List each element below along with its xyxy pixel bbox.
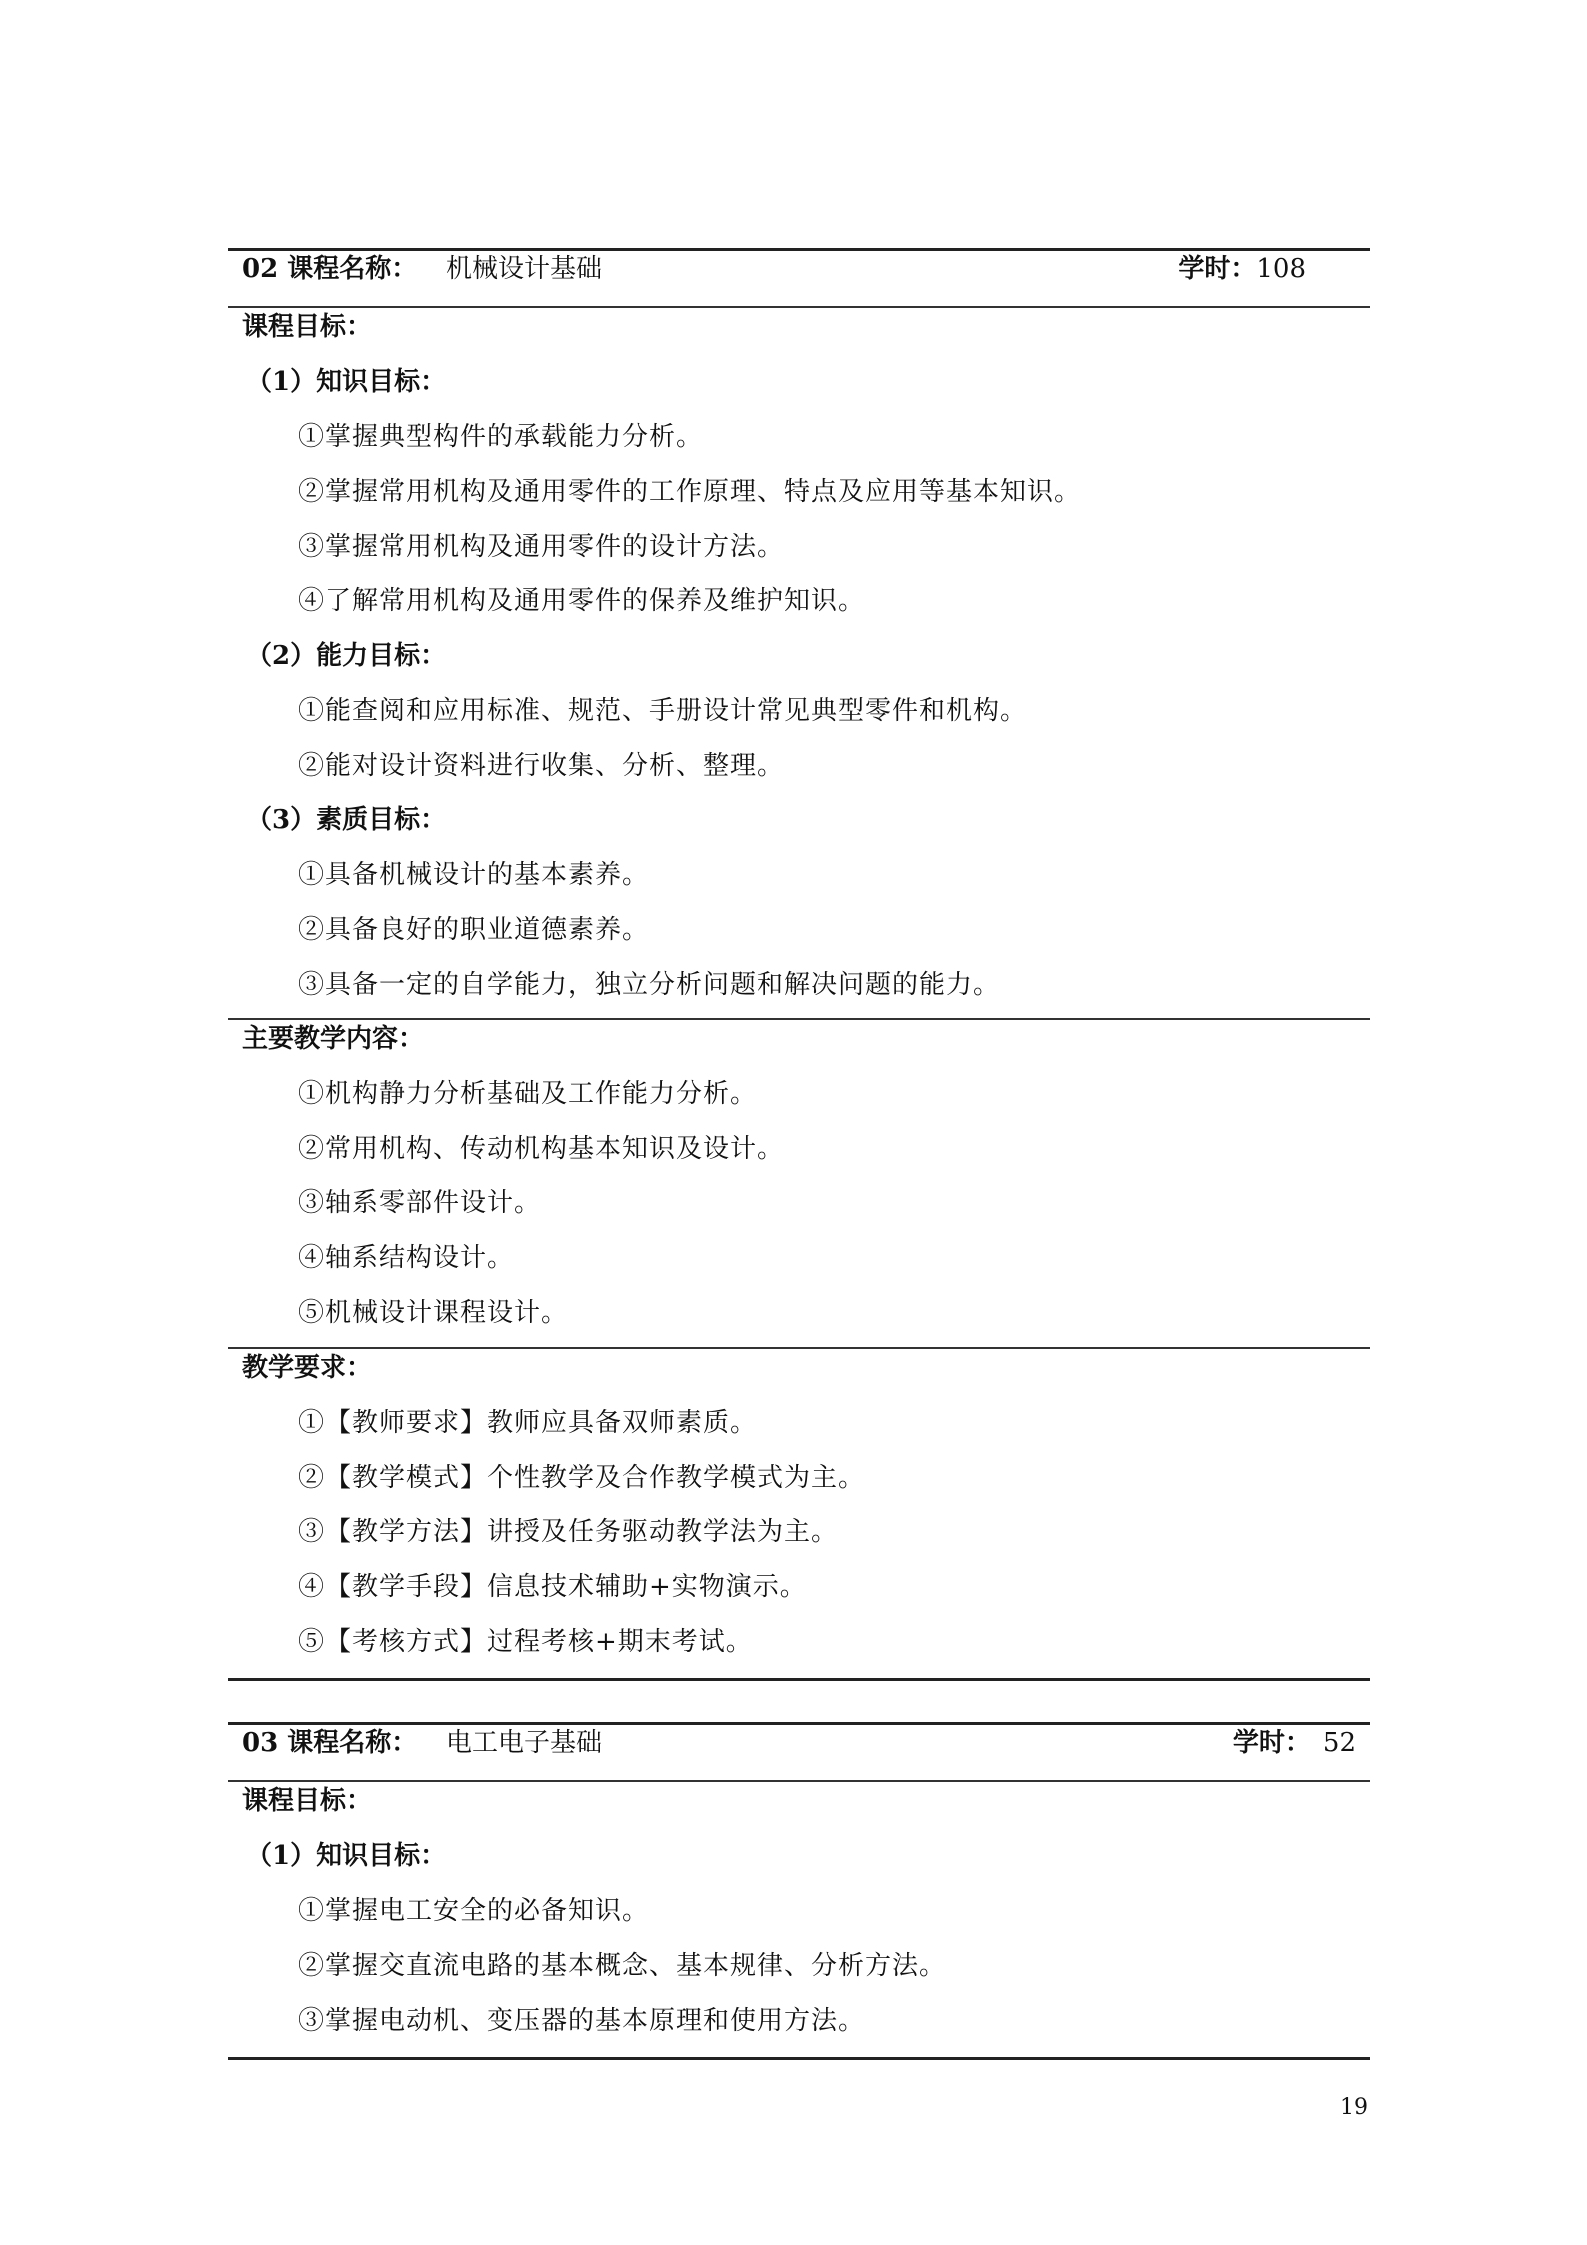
list-item: ③具备一定的自学能力，独立分析问题和解决问题的能力。	[298, 970, 1001, 1000]
list-item: ②具备良好的职业道德素养。	[298, 915, 650, 945]
course-03-table	[228, 1722, 1370, 2062]
table-bottom-rule	[228, 2057, 1370, 2060]
list-item: ④了解常用机构及通用零件的保养及维护知识。	[298, 586, 866, 616]
list-item: ④轴系结构设计。	[298, 1243, 515, 1273]
list-item: ①具备机械设计的基本素养。	[298, 860, 650, 890]
list-item: ⑤【考核方式】过程考核+期末考试。	[298, 1627, 753, 1657]
list-item: ②掌握交直流电路的基本概念、基本规律、分析方法。	[298, 1951, 947, 1981]
list-item: ③【教学方法】讲授及任务驱动教学法为主。	[298, 1517, 839, 1547]
list-item: ②掌握常用机构及通用零件的工作原理、特点及应用等基本知识。	[298, 477, 1082, 507]
goals-title: 课程目标：	[242, 1786, 373, 1816]
section-rule	[228, 1347, 1370, 1349]
course-02-table	[228, 248, 1370, 1688]
goals-title: 课程目标：	[242, 312, 373, 342]
hours-label: 学时：	[1232, 1728, 1311, 1758]
hours-value: 52	[1322, 1728, 1356, 1758]
list-item: ⑤机械设计课程设计。	[298, 1298, 569, 1328]
knowledge-title: （1）知识目标：	[246, 367, 447, 397]
list-item: ③轴系零部件设计。	[298, 1188, 542, 1218]
hours-value: 108	[1256, 254, 1306, 284]
course-code-label: 03 课程名称：	[242, 1728, 418, 1758]
list-item: ②常用机构、传动机构基本知识及设计。	[298, 1134, 785, 1164]
course-header	[242, 1726, 1356, 1760]
list-item: ①掌握电工安全的必备知识。	[298, 1896, 650, 1926]
list-item: ②能对设计资料进行收集、分析、整理。	[298, 751, 785, 781]
course-code-label: 02 课程名称：	[242, 254, 418, 284]
list-item: ①掌握典型构件的承载能力分析。	[298, 422, 704, 452]
header-rule	[228, 306, 1370, 308]
page-number: 19	[1340, 2095, 1368, 2120]
list-item: ①能查阅和应用标准、规范、手册设计常见典型零件和机构。	[298, 696, 1028, 726]
quality-title: （3）素质目标：	[246, 805, 447, 835]
requirements-title: 教学要求：	[242, 1353, 373, 1383]
list-item: ③掌握电动机、变压器的基本原理和使用方法。	[298, 2006, 866, 2036]
knowledge-title: （1）知识目标：	[246, 1841, 447, 1871]
table-top-rule	[228, 248, 1370, 251]
header-rule	[228, 1780, 1370, 1782]
course-hours	[1178, 252, 1306, 286]
table-top-rule	[228, 1722, 1370, 1725]
list-item: ④【教学手段】信息技术辅助+实物演示。	[298, 1572, 807, 1602]
list-item: ②【教学模式】个性教学及合作教学模式为主。	[298, 1463, 866, 1493]
list-item: ①【教师要求】教师应具备双师素质。	[298, 1408, 758, 1438]
course-header	[242, 252, 1356, 286]
section-rule	[228, 1018, 1370, 1020]
list-item: ③掌握常用机构及通用零件的设计方法。	[298, 532, 785, 562]
list-item: ①机构静力分析基础及工作能力分析。	[298, 1079, 758, 1109]
ability-title: （2）能力目标：	[246, 641, 447, 671]
course-hours	[1233, 1726, 1356, 1760]
table-bottom-rule	[228, 1678, 1370, 1681]
content-title: 主要教学内容：	[242, 1024, 425, 1054]
course-name: 机械设计基础	[446, 254, 603, 284]
course-name: 电工电子基础	[446, 1728, 603, 1758]
hours-label: 学时：	[1178, 254, 1257, 284]
